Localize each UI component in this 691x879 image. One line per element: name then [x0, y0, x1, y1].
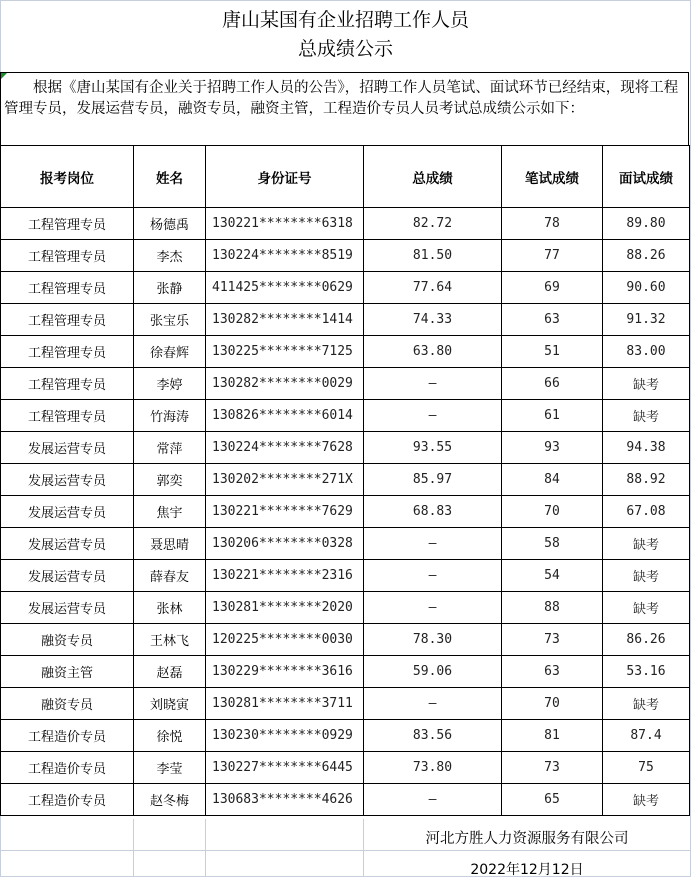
company-name: 河北方胜人力资源服务有限公司: [425, 831, 629, 847]
cell-id-number[interactable]: 130683********4626: [206, 784, 364, 816]
cell-total-score[interactable]: —: [364, 368, 502, 400]
table-row: [1, 528, 690, 560]
cell-total-score[interactable]: 82.72: [364, 208, 502, 240]
cell-position[interactable]: 工程管理专员: [1, 240, 134, 272]
table-row: [1, 624, 690, 656]
cell-written-score[interactable]: 66: [502, 368, 603, 400]
cell-id-number[interactable]: 411425********0629: [206, 272, 364, 304]
cell-interview-score[interactable]: 83.00: [603, 336, 690, 368]
cell-written-score[interactable]: 69: [502, 272, 603, 304]
cell-name[interactable]: 张静: [134, 272, 206, 304]
cell-position[interactable]: 工程管理专员: [1, 304, 134, 336]
cell-name[interactable]: 杨德禹: [134, 208, 206, 240]
table-row: [1, 336, 690, 368]
notice-text: 根据《唐山某国有企业关于招聘工作人员的公告》，招聘工作人员笔试、面试环节已经结束，现将工程管理专员，发展运营专员，融资专员，融资主管，工程造价专员人员考试总成绩公示如下：: [4, 80, 679, 117]
table-row: [1, 304, 690, 336]
gridline-top: [0, 0, 691, 1]
table-row: [1, 432, 690, 464]
cell-name[interactable]: 聂思晴: [134, 528, 206, 560]
cell-name[interactable]: 徐悦: [134, 720, 206, 752]
footer: [0, 819, 691, 877]
cell-position[interactable]: 融资主管: [1, 656, 134, 688]
cell-position[interactable]: 工程管理专员: [1, 368, 134, 400]
cell-id-number[interactable]: 130282********1414: [206, 304, 364, 336]
cell-id-number[interactable]: 130826********6014: [206, 400, 364, 432]
cell-written-score[interactable]: 65: [502, 784, 603, 816]
cell-id-number[interactable]: 130206********0328: [206, 528, 364, 560]
cell-total-score[interactable]: —: [364, 560, 502, 592]
cell-position[interactable]: 工程造价专员: [1, 752, 134, 784]
cell-total-score[interactable]: 81.50: [364, 240, 502, 272]
cell-position[interactable]: 融资专员: [1, 624, 134, 656]
cell-written-score[interactable]: 61: [502, 400, 603, 432]
table-row: [1, 496, 690, 528]
cell-position[interactable]: 工程管理专员: [1, 272, 134, 304]
cell-interview-score[interactable]: 88.92: [603, 464, 690, 496]
cell-written-score[interactable]: 51: [502, 336, 603, 368]
table-row: [1, 464, 690, 496]
title-line-1: 唐山某国有企业招聘工作人员: [221, 9, 469, 31]
cell-id-number[interactable]: 130282********0029: [206, 368, 364, 400]
cell-interview-score[interactable]: 缺考: [603, 592, 690, 624]
cell-written-score[interactable]: 63: [502, 304, 603, 336]
title-line-2: 总成绩公示: [297, 38, 393, 60]
cell-written-score[interactable]: 93: [502, 432, 603, 464]
cell-written-score[interactable]: 58: [502, 528, 603, 560]
table-body: [1, 208, 690, 816]
cell-written-score[interactable]: 77: [502, 240, 603, 272]
cell-name[interactable]: 张林: [134, 592, 206, 624]
table-row: [1, 560, 690, 592]
gridline-vertical: [133, 819, 134, 877]
cell-total-score[interactable]: 73.80: [364, 752, 502, 784]
cell-interview-score[interactable]: 缺考: [603, 528, 690, 560]
cell-interview-score[interactable]: 86.26: [603, 624, 690, 656]
cell-position[interactable]: 发展运营专员: [1, 432, 134, 464]
cell-id-number[interactable]: 130229********3616: [206, 656, 364, 688]
cell-total-score[interactable]: —: [364, 784, 502, 816]
cell-name[interactable]: 李莹: [134, 752, 206, 784]
cell-written-score[interactable]: 70: [502, 496, 603, 528]
cell-interview-score[interactable]: 89.80: [603, 208, 690, 240]
table-row: [1, 208, 690, 240]
cell-interview-score[interactable]: 94.38: [603, 432, 690, 464]
cell-interview-score[interactable]: 缺考: [603, 784, 690, 816]
cell-id-number[interactable]: 130202********271X: [206, 464, 364, 496]
cell-position[interactable]: 融资专员: [1, 688, 134, 720]
cell-position[interactable]: 工程造价专员: [1, 784, 134, 816]
cell-name[interactable]: 郭奕: [134, 464, 206, 496]
cell-interview-score[interactable]: 67.08: [603, 496, 690, 528]
cell-position[interactable]: 工程管理专员: [1, 400, 134, 432]
table-header-row: [1, 146, 690, 208]
cell-total-score[interactable]: 59.06: [364, 656, 502, 688]
cell-position[interactable]: 工程造价专员: [1, 720, 134, 752]
header-position[interactable]: 报考岗位: [1, 146, 134, 208]
cell-written-score[interactable]: 54: [502, 560, 603, 592]
cell-position[interactable]: 发展运营专员: [1, 464, 134, 496]
table-row: [1, 272, 690, 304]
cell-total-score[interactable]: 77.64: [364, 272, 502, 304]
cell-name[interactable]: 常萍: [134, 432, 206, 464]
cell-position[interactable]: 发展运营专员: [1, 592, 134, 624]
cell-position[interactable]: 工程管理专员: [1, 336, 134, 368]
cell-id-number[interactable]: 130221********2316: [206, 560, 364, 592]
notice-cell[interactable]: [0, 72, 689, 145]
cell-name[interactable]: 薛春友: [134, 560, 206, 592]
cell-name[interactable]: 赵冬梅: [134, 784, 206, 816]
table-row: [1, 400, 690, 432]
header-written-score[interactable]: 笔试成绩: [502, 146, 603, 208]
cell-id-number[interactable]: 130221********6318: [206, 208, 364, 240]
cell-total-score[interactable]: —: [364, 528, 502, 560]
cell-name[interactable]: 徐春辉: [134, 336, 206, 368]
cell-position[interactable]: 发展运营专员: [1, 496, 134, 528]
cell-name[interactable]: 竹海涛: [134, 400, 206, 432]
cell-total-score[interactable]: —: [364, 400, 502, 432]
cell-written-score[interactable]: 88: [502, 592, 603, 624]
cell-id-number[interactable]: 130281********3711: [206, 688, 364, 720]
cell-name[interactable]: 张宝乐: [134, 304, 206, 336]
cell-interview-score[interactable]: 88.26: [603, 240, 690, 272]
cell-total-score[interactable]: —: [364, 688, 502, 720]
cell-total-score[interactable]: 83.56: [364, 720, 502, 752]
table-row: [1, 592, 690, 624]
score-table: [0, 145, 690, 816]
cell-interview-score[interactable]: 缺考: [603, 400, 690, 432]
cell-written-score[interactable]: 63: [502, 656, 603, 688]
cell-interview-score[interactable]: 75: [603, 752, 690, 784]
table-row: [1, 240, 690, 272]
cell-position[interactable]: 工程管理专员: [1, 208, 134, 240]
cell-id-number[interactable]: 130227********6445: [206, 752, 364, 784]
table-row: [1, 688, 690, 720]
cell-name[interactable]: 李杰: [134, 240, 206, 272]
table-row: [1, 368, 690, 400]
gridline-vertical: [205, 819, 206, 877]
header-interview-score[interactable]: 面试成绩: [603, 146, 690, 208]
gridline-horizontal: [0, 850, 691, 851]
cell-total-score[interactable]: 63.80: [364, 336, 502, 368]
cell-interview-score[interactable]: 87.4: [603, 720, 690, 752]
cell-interview-score[interactable]: 缺考: [603, 368, 690, 400]
cell-total-score[interactable]: 78.30: [364, 624, 502, 656]
table-row: [1, 656, 690, 688]
publish-date: 2022年12月12日: [470, 862, 584, 878]
cell-written-score[interactable]: 84: [502, 464, 603, 496]
cell-name[interactable]: 赵磊: [134, 656, 206, 688]
cell-name[interactable]: 王林飞: [134, 624, 206, 656]
cell-interview-score[interactable]: 缺考: [603, 688, 690, 720]
header-name[interactable]: 姓名: [134, 146, 206, 208]
cell-position[interactable]: 发展运营专员: [1, 560, 134, 592]
cell-written-score[interactable]: 73: [502, 752, 603, 784]
cell-interview-score[interactable]: 90.60: [603, 272, 690, 304]
cell-id-number[interactable]: 130281********2020: [206, 592, 364, 624]
cell-total-score[interactable]: 93.55: [364, 432, 502, 464]
cell-id-number[interactable]: 130224********8519: [206, 240, 364, 272]
cell-id-number[interactable]: 120225********0030: [206, 624, 364, 656]
cell-interview-score[interactable]: 缺考: [603, 560, 690, 592]
cell-written-score[interactable]: 73: [502, 624, 603, 656]
cell-name[interactable]: 刘晓寅: [134, 688, 206, 720]
cell-position[interactable]: 发展运营专员: [1, 528, 134, 560]
page-title: [0, 6, 691, 64]
cell-name[interactable]: 焦宇: [134, 496, 206, 528]
cell-total-score[interactable]: —: [364, 592, 502, 624]
cell-interview-score[interactable]: 91.32: [603, 304, 690, 336]
cell-total-score[interactable]: 85.97: [364, 464, 502, 496]
cell-total-score[interactable]: 68.83: [364, 496, 502, 528]
cell-total-score[interactable]: 74.33: [364, 304, 502, 336]
table-row: [1, 784, 690, 816]
cell-written-score[interactable]: 78: [502, 208, 603, 240]
cell-interview-score[interactable]: 53.16: [603, 656, 690, 688]
cell-id-number[interactable]: 130221********7629: [206, 496, 364, 528]
header-total-score[interactable]: 总成绩: [364, 146, 502, 208]
cell-id-number[interactable]: 130224********7628: [206, 432, 364, 464]
cell-id-number[interactable]: 130230********0929: [206, 720, 364, 752]
cell-written-score[interactable]: 81: [502, 720, 603, 752]
cell-id-number[interactable]: 130225********7125: [206, 336, 364, 368]
cell-name[interactable]: 李婷: [134, 368, 206, 400]
cell-written-score[interactable]: 70: [502, 688, 603, 720]
table-row: [1, 720, 690, 752]
header-id-number[interactable]: 身份证号: [206, 146, 364, 208]
table-row: [1, 752, 690, 784]
